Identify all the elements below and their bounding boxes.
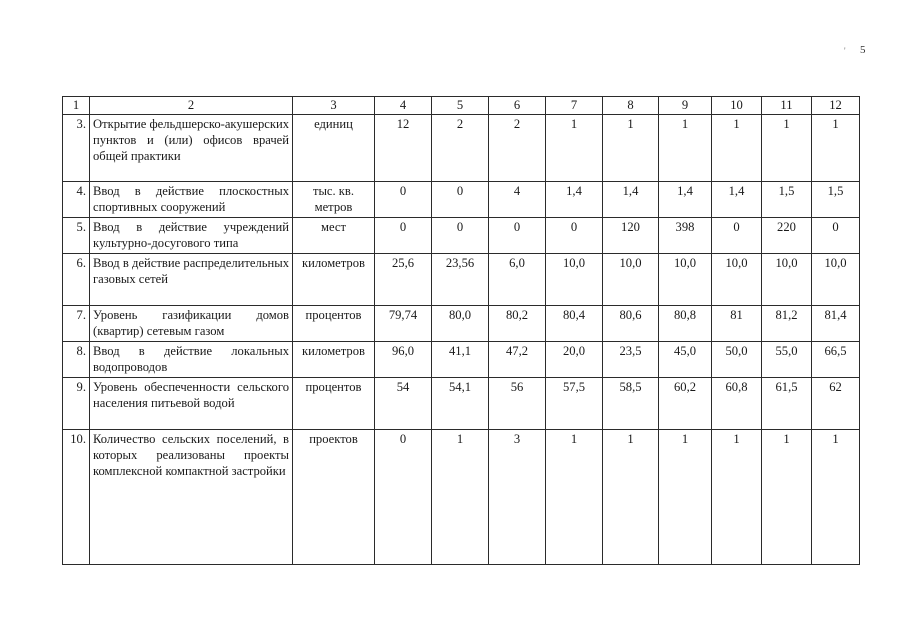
value-cell: 20,0	[546, 342, 603, 378]
value-cell: 79,74	[375, 306, 432, 342]
value-cell: 3	[489, 430, 546, 565]
value-cell: 54	[375, 378, 432, 430]
value-cell: 60,2	[659, 378, 712, 430]
unit-cell: процентов	[293, 378, 375, 430]
value-cell: 1,4	[659, 182, 712, 218]
value-cell: 1	[812, 430, 860, 565]
value-cell: 81	[712, 306, 762, 342]
value-cell: 1	[659, 115, 712, 182]
indicator-name: Количество сельских поселений, в которых реализованы проекты комплексной компактной застройки	[90, 430, 293, 565]
value-cell: 23,56	[432, 254, 489, 306]
unit-cell: километров	[293, 342, 375, 378]
value-cell: 80,0	[432, 306, 489, 342]
page-mark: '	[844, 46, 846, 56]
column-header: 6	[489, 97, 546, 115]
value-cell: 10,0	[712, 254, 762, 306]
value-cell: 81,2	[762, 306, 812, 342]
unit-cell: единиц	[293, 115, 375, 182]
indicators-table	[62, 96, 860, 565]
value-cell: 6,0	[489, 254, 546, 306]
value-cell: 81,4	[812, 306, 860, 342]
row-number: 9.	[63, 378, 90, 430]
column-header: 5	[432, 97, 489, 115]
value-cell: 10,0	[812, 254, 860, 306]
value-cell: 62	[812, 378, 860, 430]
column-header: 2	[90, 97, 293, 115]
value-cell: 61,5	[762, 378, 812, 430]
value-cell: 1	[712, 430, 762, 565]
unit-cell: процентов	[293, 306, 375, 342]
row-number: 3.	[63, 115, 90, 182]
value-cell: 80,4	[546, 306, 603, 342]
table-row	[63, 306, 860, 342]
row-number: 7.	[63, 306, 90, 342]
value-cell: 55,0	[762, 342, 812, 378]
value-cell: 1,4	[546, 182, 603, 218]
value-cell: 1,4	[712, 182, 762, 218]
value-cell: 57,5	[546, 378, 603, 430]
unit-cell: километров	[293, 254, 375, 306]
indicator-name: Уровень газификации домов (квартир) сетевым газом	[90, 306, 293, 342]
unit-cell: мест	[293, 218, 375, 254]
table-row	[63, 218, 860, 254]
row-number: 10.	[63, 430, 90, 565]
value-cell: 80,2	[489, 306, 546, 342]
value-cell: 1,5	[812, 182, 860, 218]
value-cell: 1	[812, 115, 860, 182]
table-row	[63, 378, 860, 430]
value-cell: 1	[712, 115, 762, 182]
row-number: 6.	[63, 254, 90, 306]
indicator-name: Ввод в действие локальных водопроводов	[90, 342, 293, 378]
value-cell: 1,5	[762, 182, 812, 218]
column-header: 9	[659, 97, 712, 115]
value-cell: 10,0	[546, 254, 603, 306]
table-row	[63, 342, 860, 378]
column-header: 10	[712, 97, 762, 115]
value-cell: 0	[546, 218, 603, 254]
value-cell: 2	[432, 115, 489, 182]
row-number: 5.	[63, 218, 90, 254]
page-number: 5	[860, 44, 866, 56]
indicator-name: Ввод в действие распределительных газовых сетей	[90, 254, 293, 306]
unit-cell: тыс. кв. метров	[293, 182, 375, 218]
value-cell: 12	[375, 115, 432, 182]
value-cell: 1	[432, 430, 489, 565]
row-number: 4.	[63, 182, 90, 218]
column-header: 7	[546, 97, 603, 115]
row-number: 8.	[63, 342, 90, 378]
value-cell: 0	[375, 430, 432, 565]
value-cell: 1	[546, 430, 603, 565]
value-cell: 45,0	[659, 342, 712, 378]
indicator-name: Ввод в действие учреждений культурно-досугового типа	[90, 218, 293, 254]
value-cell: 0	[375, 218, 432, 254]
value-cell: 0	[489, 218, 546, 254]
value-cell: 56	[489, 378, 546, 430]
indicator-name: Ввод в действие плоскостных спортивных сооружений	[90, 182, 293, 218]
unit-cell: проектов	[293, 430, 375, 565]
table-row	[63, 254, 860, 306]
value-cell: 2	[489, 115, 546, 182]
value-cell: 1	[603, 115, 659, 182]
value-cell: 23,5	[603, 342, 659, 378]
value-cell: 1,4	[603, 182, 659, 218]
indicator-name: Открытие фельдшерско-акушерских пунктов и (или) офисов врачей общей практики	[90, 115, 293, 182]
value-cell: 54,1	[432, 378, 489, 430]
value-cell: 0	[432, 218, 489, 254]
value-cell: 220	[762, 218, 812, 254]
value-cell: 60,8	[712, 378, 762, 430]
value-cell: 66,5	[812, 342, 860, 378]
value-cell: 0	[812, 218, 860, 254]
value-cell: 1	[762, 430, 812, 565]
value-cell: 4	[489, 182, 546, 218]
value-cell: 1	[546, 115, 603, 182]
value-cell: 398	[659, 218, 712, 254]
value-cell: 58,5	[603, 378, 659, 430]
value-cell: 120	[603, 218, 659, 254]
value-cell: 80,6	[603, 306, 659, 342]
value-cell: 0	[375, 182, 432, 218]
column-header: 1	[63, 97, 90, 115]
column-header: 4	[375, 97, 432, 115]
value-cell: 10,0	[762, 254, 812, 306]
table-row	[63, 182, 860, 218]
value-cell: 50,0	[712, 342, 762, 378]
value-cell: 41,1	[432, 342, 489, 378]
value-cell: 0	[432, 182, 489, 218]
column-header: 8	[603, 97, 659, 115]
table-row	[63, 430, 860, 565]
value-cell: 96,0	[375, 342, 432, 378]
table-row	[63, 115, 860, 182]
column-header: 12	[812, 97, 860, 115]
indicator-name: Уровень обеспеченности сельского населения питьевой водой	[90, 378, 293, 430]
column-number-row	[63, 97, 860, 115]
value-cell: 1	[762, 115, 812, 182]
column-header: 11	[762, 97, 812, 115]
column-header: 3	[293, 97, 375, 115]
value-cell: 1	[659, 430, 712, 565]
value-cell: 1	[603, 430, 659, 565]
value-cell: 0	[712, 218, 762, 254]
value-cell: 47,2	[489, 342, 546, 378]
value-cell: 25,6	[375, 254, 432, 306]
value-cell: 10,0	[659, 254, 712, 306]
value-cell: 80,8	[659, 306, 712, 342]
value-cell: 10,0	[603, 254, 659, 306]
